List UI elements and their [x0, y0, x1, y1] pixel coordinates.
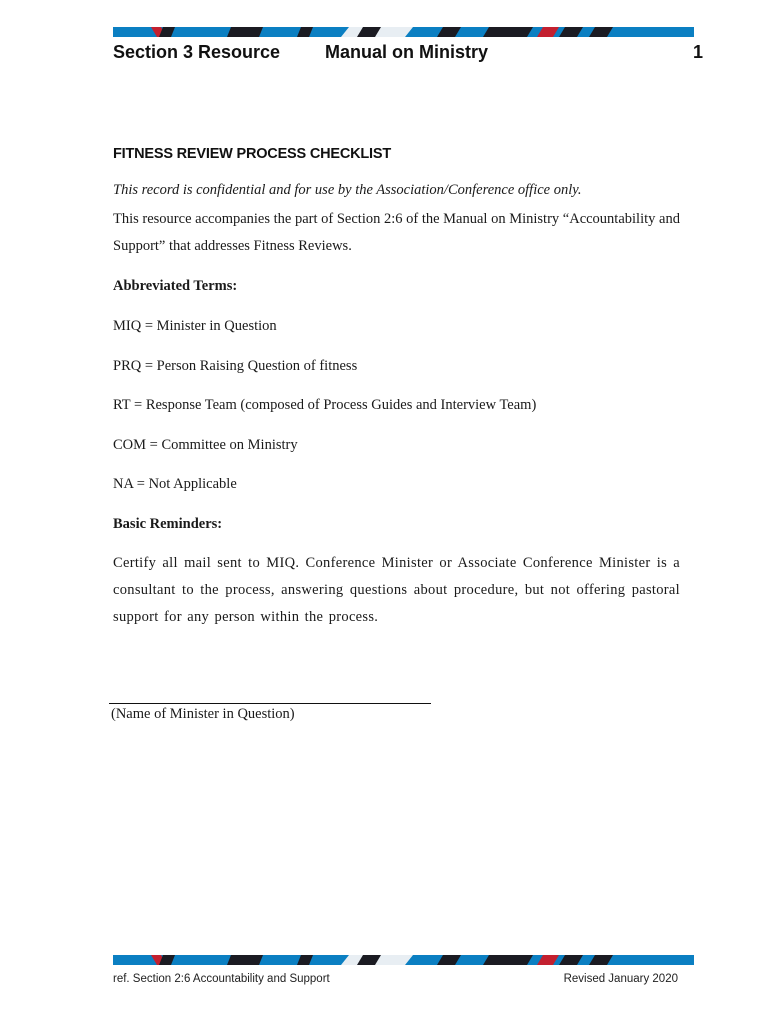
intro-paragraph: This resource accompanies the part of Section 2:6 of the Manual on Ministry “Accountability and Support” that addresses Fitness Reviews. — [113, 211, 680, 254]
header-section: Section 3 Resource — [113, 42, 281, 62]
signature-label: (Name of Minister in Question) — [111, 706, 295, 722]
footer-decorative-banner — [113, 955, 694, 965]
confidential-note: This record is confidential and for use by the Association/Conference office only. — [113, 182, 582, 198]
header-decorative-banner — [113, 27, 694, 37]
term-item: COM = Committee on Ministry — [113, 437, 298, 453]
basic-reminders-heading: Basic Reminders: — [113, 516, 223, 532]
term-item: NA = Not Applicable — [113, 476, 237, 492]
document-title: FITNESS REVIEW PROCESS CHECKLIST — [113, 146, 391, 162]
term-item: RT = Response Team (composed of Process Guides and Interview Team) — [113, 397, 537, 413]
term-item: MIQ = Minister in Question — [113, 318, 277, 334]
footer-revision-date: Revised January 2020 — [563, 973, 678, 985]
header-manual-title: Manual on Ministry — [325, 42, 489, 62]
page-header — [113, 40, 703, 66]
term-item: PRQ = Person Raising Question of fitness — [113, 358, 358, 374]
footer-reference: ref. Section 2:6 Accountability and Support — [113, 973, 330, 985]
page-number: 1 — [692, 42, 703, 62]
abbreviated-terms-heading: Abbreviated Terms: — [113, 278, 238, 294]
basic-reminders-paragraph: Certify all mail sent to MIQ. Conference Minister or Associate Conference Minister is a consultant to the process, answering questions about procedure, but not offering pastoral support for any person within the process. — [113, 555, 680, 625]
